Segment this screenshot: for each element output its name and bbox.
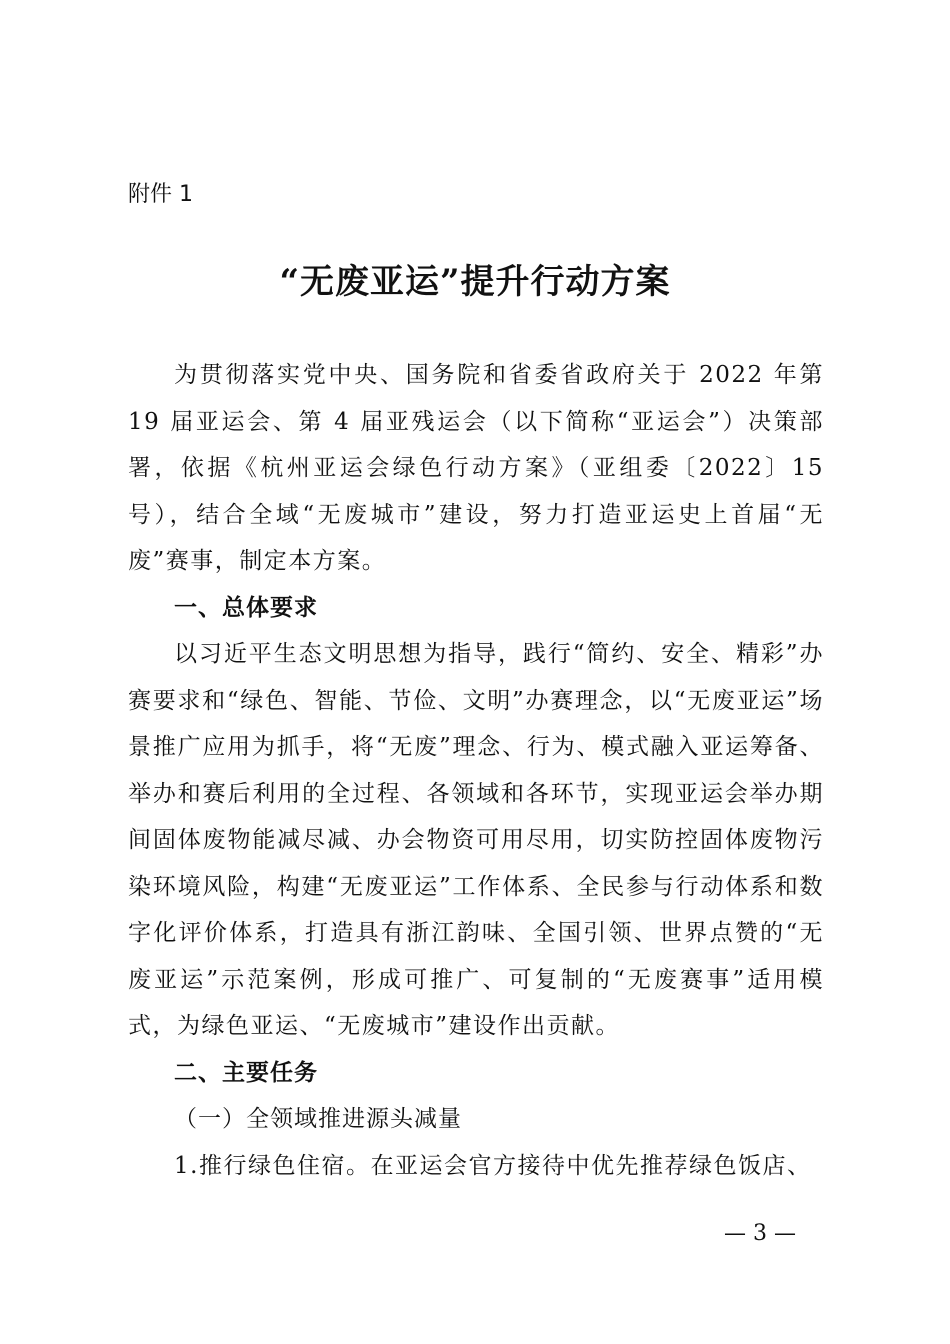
section-heading-main-tasks: 二、主要任务 [174, 1059, 318, 1086]
task-item-green-accommodation: 1.推行绿色住宿。在亚运会官方接待中优先推荐绿色饭店、 [174, 1152, 812, 1179]
general-requirements-paragraph: 以习近平生态文明思想为指导，践行“简约、安全、精彩”办赛要求和“绿色、智能、节俭、文明”办赛理念，以“无废亚运”场景推广应用为抓手，将“无废”理念、行为、模式融入亚运筹备、举办和赛后利用的全过程、各领域和各环节，实现亚运会举办期间固体废物能减尽减、办会物资可用尽用，切实防控固体废物污染环境风险，构建“无废亚运”工作体系、全民参与行动体系和数字化评价体系，打造具有浙江韵味、全国引领、世界点赞的“无废亚运”示范案例，形成可推广、可复制的“无废赛事”适用模式，为绿色亚运、“无废城市”建设作出贡献。 [128, 641, 824, 1039]
intro-paragraph: 为贯彻落实党中央、国务院和省委省政府关于 2022 年第 19 届亚运会、第 4 届亚残运会（以下简称“亚运会”）决策部署，依据《杭州亚运会绿色行动方案》（亚组委〔2022〕15 号），结合全域“无废城市”建设，努力打造亚运史上首届“无废”赛事，制定本方案。 [128, 362, 824, 574]
page-number: — 3 — [724, 1221, 796, 1246]
section-heading-general-requirements: 一、总体要求 [174, 594, 318, 621]
subsection-heading-source-reduction: （一）全领域推进源头减量 [174, 1106, 462, 1132]
document-title: “无废亚运”提升行动方案 [279, 262, 671, 302]
document-body [128, 352, 824, 1189]
attachment-label: 附件 1 [128, 182, 193, 207]
